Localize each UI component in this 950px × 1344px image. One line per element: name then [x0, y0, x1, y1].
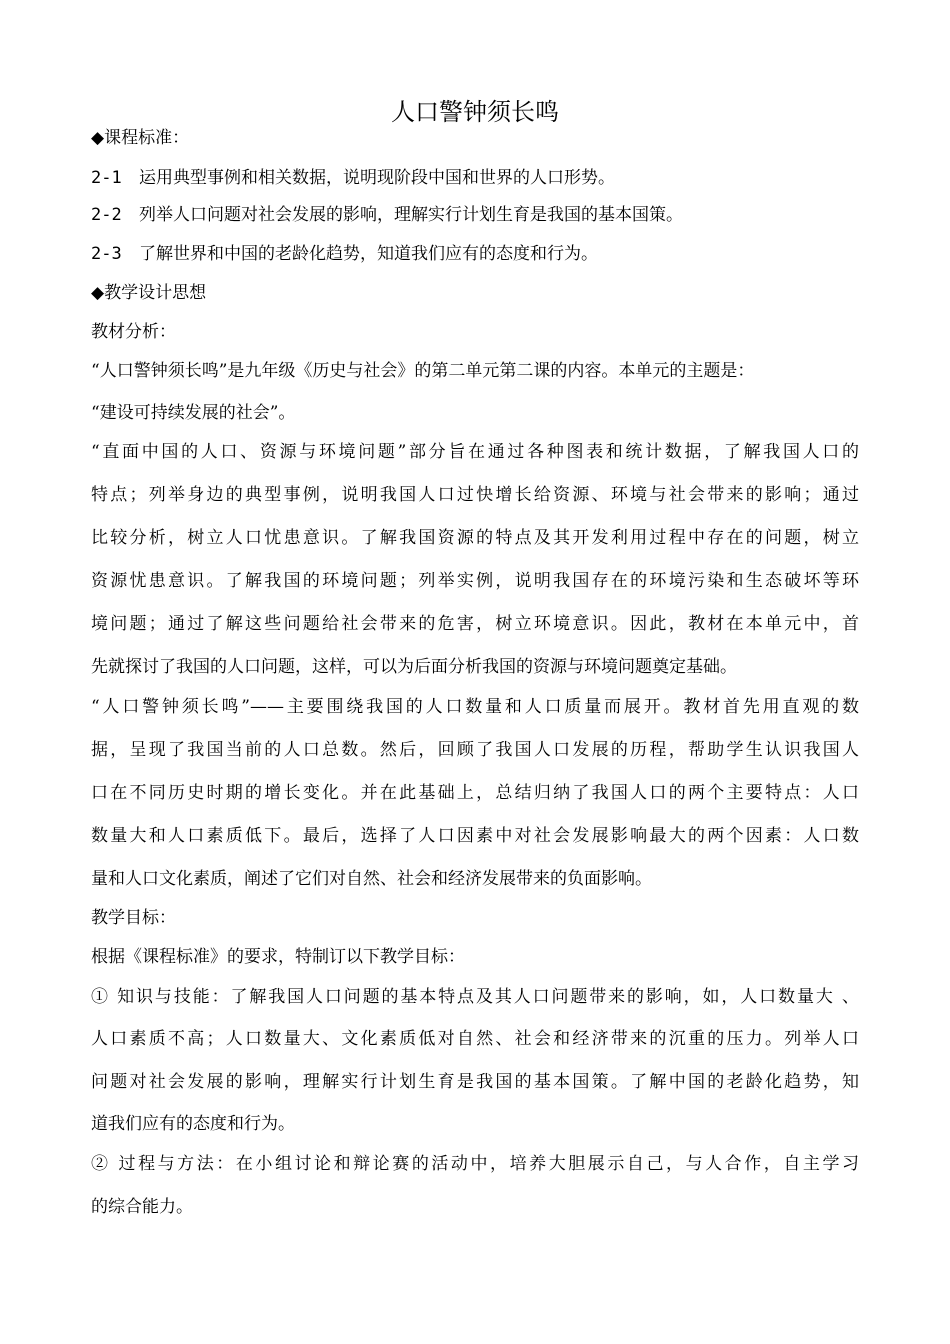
paragraph-line: 数量大和人口素质低下。最后，选择了人口因素中对社会发展影响最大的两个因素：人口数	[91, 826, 859, 846]
paragraph-line: ② 过程与方法：在小组讨论和辩论赛的活动中，培养大胆展示自己，与人合作，自主学习	[91, 1154, 859, 1174]
analysis-heading: 教材分析：	[91, 322, 176, 342]
standard-text: 了解世界和中国的老龄化趋势，知道我们应有的态度和行为。	[139, 244, 598, 264]
paragraph-line: 先就探讨了我国的人口问题，这样，可以为后面分析我国的资源与环境问题奠定基础。	[91, 657, 737, 677]
paragraph-line: “建设可持续发展的社会”。	[91, 403, 296, 423]
page-title: 人口警钟须长鸣	[391, 98, 559, 126]
standard-number: 2-1	[91, 168, 122, 188]
standard-item	[91, 242, 598, 266]
paragraph-line: “人口警钟须长鸣”是九年级《历史与社会》的第二单元第二课的内容。本单元的主题是：	[91, 361, 755, 381]
paragraph-line: ① 知识与技能：了解我国人口问题的基本特点及其人口问题带来的影响，如，人口数量大 、	[91, 987, 859, 1007]
paragraph-line: 资源忧患意识。了解我国的环境问题；列举实例，说明我国存在的环境污染和生态破坏等环	[91, 571, 859, 591]
standard-text: 运用典型事例和相关数据，说明现阶段中国和世界的人口形势。	[139, 168, 615, 188]
standard-item	[91, 203, 683, 227]
curriculum-heading: ◆课程标准：	[91, 128, 190, 148]
goals-heading: 教学目标：	[91, 908, 176, 928]
paragraph-line: 特点；列举身边的典型事例，说明我国人口过快增长给资源、环境与社会带来的影响；通过	[91, 485, 859, 505]
paragraph-line: 根据《课程标准》的要求，特制订以下教学目标：	[91, 947, 465, 967]
paragraph-line: 境问题；通过了解这些问题给社会带来的危害，树立环境意识。因此，教材在本单元中，首	[91, 614, 859, 634]
standard-number: 2-3	[91, 244, 122, 264]
standard-item	[91, 166, 615, 190]
paragraph-line: 量和人口文化素质，阐述了它们对自然、社会和经济发展带来的负面影响。	[91, 869, 652, 889]
standard-text: 列举人口问题对社会发展的影响，理解实行计划生育是我国的基本国策。	[139, 205, 683, 225]
paragraph-line: “人口警钟须长鸣”——主要围绕我国的人口数量和人口质量而展开。教材首先用直观的数	[91, 697, 859, 717]
paragraph-line: 据，呈现了我国当前的人口总数。然后，回顾了我国人口发展的历程，帮助学生认识我国人	[91, 740, 859, 760]
paragraph-line: “直面中国的人口、资源与环境问题”部分旨在通过各种图表和统计数据，了解我国人口的	[91, 442, 859, 462]
paragraph-line: 的综合能力。	[91, 1197, 193, 1217]
paragraph-line: 比较分析，树立人口忧患意识。了解我国资源的特点及其开发利用过程中存在的问题，树立	[91, 528, 859, 548]
paragraph-line: 道我们应有的态度和行为。	[91, 1114, 295, 1134]
paragraph-line: 口在不同历史时期的增长变化。并在此基础上，总结归纳了我国人口的两个主要特点：人口	[91, 783, 859, 803]
paragraph-line: 人口素质不高；人口数量大、文化素质低对自然、社会和经济带来的沉重的压力。列举人口	[91, 1029, 859, 1049]
standard-number: 2-2	[91, 205, 122, 225]
paragraph-line: 问题对社会发展的影响，理解实行计划生育是我国的基本国策。了解中国的老龄化趋势，知	[91, 1072, 859, 1092]
design-heading: ◆教学设计思想	[91, 283, 207, 303]
